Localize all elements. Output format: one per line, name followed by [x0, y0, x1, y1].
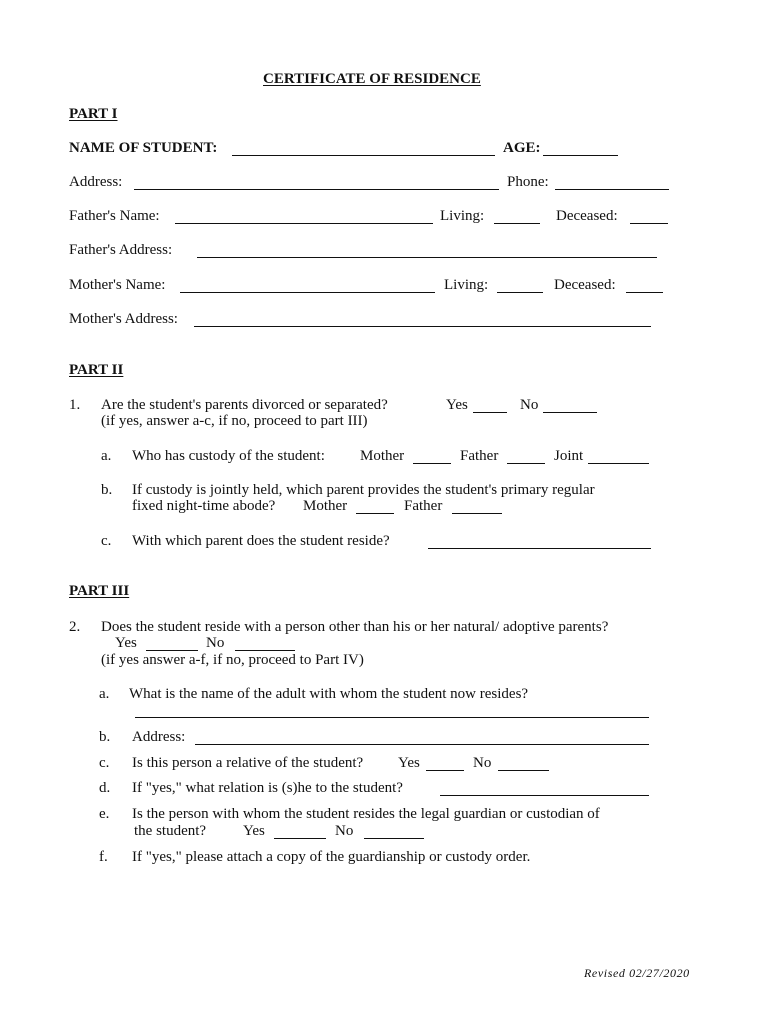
- part1-heading: PART I: [69, 106, 118, 122]
- adult-name-field[interactable]: [135, 717, 649, 718]
- item-3a-marker: a.: [99, 686, 110, 702]
- father-deceased-label: Deceased:: [556, 208, 618, 224]
- item-a-marker: a.: [101, 448, 112, 464]
- joint-custody-question: If custody is jointly held, which parent provides the student's primary regular: [132, 482, 595, 498]
- q2-number: 2.: [69, 619, 81, 635]
- student-name-field[interactable]: [232, 155, 495, 156]
- revised-date: Revised 02/27/2020: [584, 966, 690, 980]
- mother-deceased-field[interactable]: [626, 292, 663, 293]
- relation-field[interactable]: [440, 795, 649, 796]
- phone-field[interactable]: [555, 189, 669, 190]
- guardian-yes-label: Yes: [243, 823, 265, 839]
- guardian-no-label: No: [335, 823, 354, 839]
- mother-name-label: Mother's Name:: [69, 277, 166, 293]
- q1-note: (if yes, answer a-c, if no, proceed to part III): [101, 413, 368, 429]
- abode-father-field[interactable]: [452, 513, 502, 514]
- adult-address-field[interactable]: [195, 744, 649, 745]
- q2-note: (if yes answer a-f, if no, proceed to Part IV): [101, 652, 364, 668]
- guardian-question-cont: the student?: [134, 823, 207, 839]
- father-address-label: Father's Address:: [69, 242, 173, 258]
- age-field[interactable]: [543, 155, 618, 156]
- custody-mother-label: Mother: [360, 448, 405, 464]
- guardian-no-field[interactable]: [364, 838, 424, 839]
- adult-name-question: What is the name of the adult with whom the student now resides?: [129, 686, 529, 702]
- relative-no-label: No: [473, 755, 492, 771]
- father-name-field[interactable]: [175, 223, 433, 224]
- custody-joint-field[interactable]: [588, 463, 649, 464]
- guardian-yes-field[interactable]: [274, 838, 326, 839]
- mother-living-label: Living:: [444, 277, 489, 293]
- relation-question: If "yes," what relation is (s)he to the student?: [132, 780, 403, 796]
- mother-address-field[interactable]: [194, 326, 651, 327]
- q1-yes-field[interactable]: [473, 412, 507, 413]
- father-deceased-field[interactable]: [630, 223, 668, 224]
- student-name-label: NAME OF STUDENT:: [69, 140, 218, 156]
- mother-address-label: Mother's Address:: [69, 311, 178, 327]
- item-3d-marker: d.: [99, 780, 111, 796]
- page-title: CERTIFICATE OF RESIDENCE: [263, 71, 481, 87]
- custody-joint-label: Joint: [554, 448, 584, 464]
- part3-heading: PART III: [69, 583, 130, 599]
- q1-text: Are the student's parents divorced or separated?: [101, 397, 388, 413]
- q2-yes-label: Yes: [115, 635, 137, 651]
- q2-no-label: No: [206, 635, 225, 651]
- father-living-field[interactable]: [494, 223, 540, 224]
- abode-father-label: Father: [404, 498, 443, 514]
- custody-question: Who has custody of the student:: [132, 448, 325, 464]
- q1-number: 1.: [69, 397, 81, 413]
- item-3b-marker: b.: [99, 729, 111, 745]
- abode-mother-label: Mother: [303, 498, 348, 514]
- q1-no-label: No: [520, 397, 539, 413]
- item-3e-marker: e.: [99, 806, 110, 822]
- part2-heading: PART II: [69, 362, 124, 378]
- abode-mother-field[interactable]: [356, 513, 394, 514]
- relative-yes-field[interactable]: [426, 770, 464, 771]
- item-c-marker: c.: [101, 533, 112, 549]
- father-name-label: Father's Name:: [69, 208, 160, 224]
- father-address-field[interactable]: [197, 257, 657, 258]
- address-label: Address:: [69, 174, 123, 190]
- mother-deceased-label: Deceased:: [554, 277, 616, 293]
- item-b-marker: b.: [101, 482, 113, 498]
- custody-father-field[interactable]: [507, 463, 545, 464]
- adult-address-label: Address:: [132, 729, 186, 745]
- father-living-label: Living:: [440, 208, 485, 224]
- mother-name-field[interactable]: [180, 292, 435, 293]
- item-3f-marker: f.: [99, 849, 108, 865]
- guardian-question: Is the person with whom the student resides the legal guardian or custodian of: [132, 806, 600, 822]
- phone-label: Phone:: [507, 174, 549, 190]
- mother-living-field[interactable]: [497, 292, 543, 293]
- custody-mother-field[interactable]: [413, 463, 451, 464]
- address-field[interactable]: [134, 189, 499, 190]
- attach-order-note: If "yes," please attach a copy of the guardianship or custody order.: [132, 849, 531, 865]
- relative-question: Is this person a relative of the student?: [132, 755, 364, 771]
- q1-no-field[interactable]: [543, 412, 597, 413]
- resides-with-field[interactable]: [428, 548, 651, 549]
- relative-no-field[interactable]: [498, 770, 549, 771]
- resides-with-question: With which parent does the student reside?: [132, 533, 390, 549]
- item-3c-marker: c.: [99, 755, 110, 771]
- q1-yes-label: Yes: [446, 397, 468, 413]
- abode-question: fixed night-time abode?: [132, 498, 276, 514]
- custody-father-label: Father: [460, 448, 499, 464]
- age-label: AGE:: [503, 140, 541, 156]
- relative-yes-label: Yes: [398, 755, 420, 771]
- q2-text: Does the student reside with a person other than his or her natural/ adoptive parents?: [101, 619, 609, 635]
